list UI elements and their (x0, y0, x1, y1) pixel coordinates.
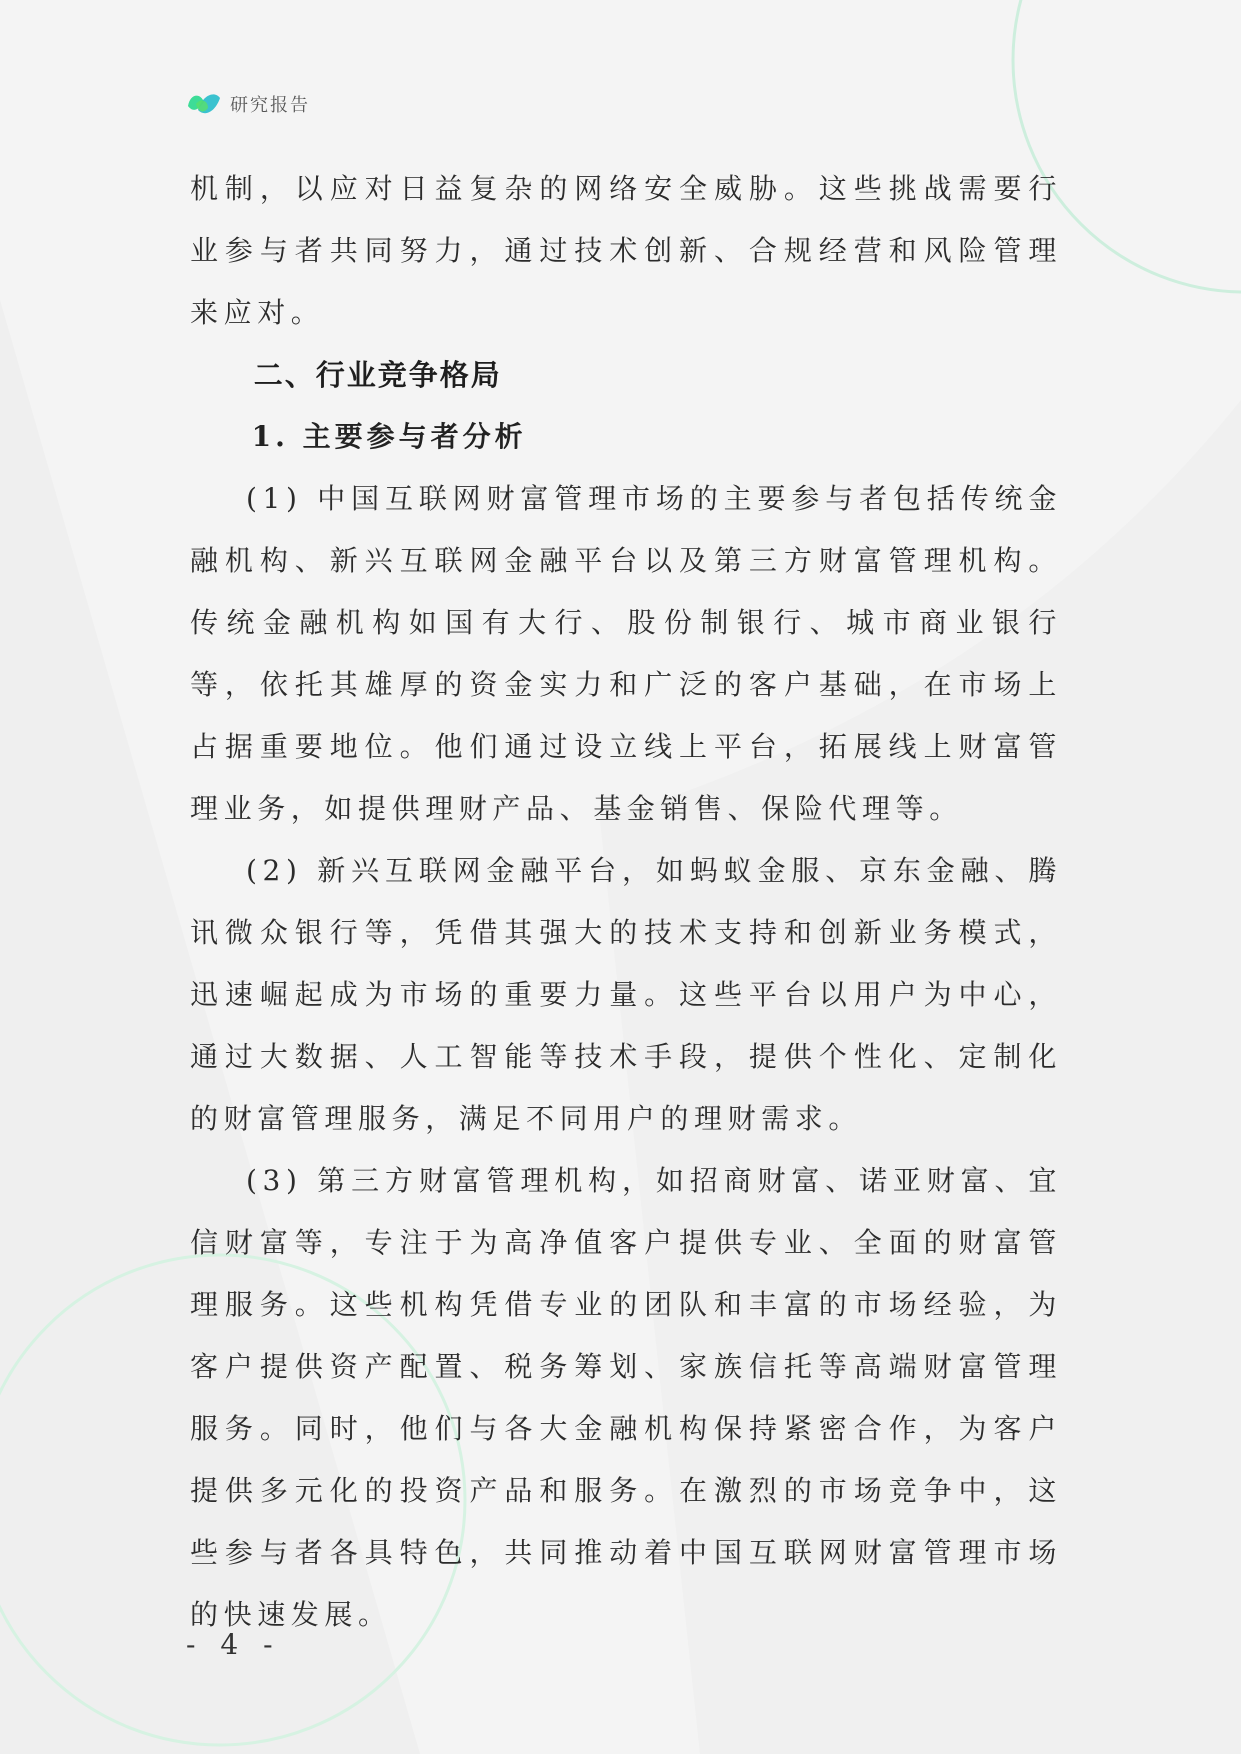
document-body (190, 158, 1062, 1646)
paragraph-2: (2) 新兴互联网金融平台，如蚂蚁金服、京东金融、腾讯微众银行等，凭借其强大的技术支持和创新业务模式，迅速崛起成为市场的重要力量。这些平台以用户为中心，通过大数据、人工智能等技术手段，提供个性化、定制化的财富管理服务，满足不同用户的理财需求。 (190, 854, 1062, 1135)
section-heading: 二、行业竞争格局 (253, 358, 502, 392)
leaf-logo-icon (186, 88, 222, 120)
report-title: 研究报告 (230, 95, 310, 116)
paragraph-intro: 机制，以应对日益复杂的网络安全威胁。这些挑战需要行业参与者共同努力，通过技术创新、合规经营和风险管理来应对。 (190, 172, 1062, 329)
paragraph-1: (1) 中国互联网财富管理市场的主要参与者包括传统金融机构、新兴互联网金融平台以及第三方财富管理机构。传统金融机构如国有大行、股份制银行、城市商业银行等，依托其雄厚的资金实力和广泛的客户基础，在市场上占据重要地位。他们通过设立线上平台，拓展线上财富管理业务，如提供理财产品、基金销售、保险代理等。 (190, 482, 1062, 825)
paragraph-3: (3) 第三方财富管理机构，如招商财富、诺亚财富、宜信财富等，专注于为高净值客户提供专业、全面的财富管理服务。这些机构凭借专业的团队和丰富的市场经验，为客户提供资产配置、税务筹划、家族信托等高端财富管理服务。同时，他们与各大金融机构保持紧密合作，为客户提供多元化的投资产品和服务。在激烈的市场竞争中，这些参与者各具特色，共同推动着中国互联网财富管理市场的快速发展。 (190, 1164, 1062, 1631)
subsection-heading: 1. 主要参与者分析 (251, 420, 527, 453)
page-number: - 4 - (186, 1628, 281, 1661)
report-header (186, 88, 310, 120)
